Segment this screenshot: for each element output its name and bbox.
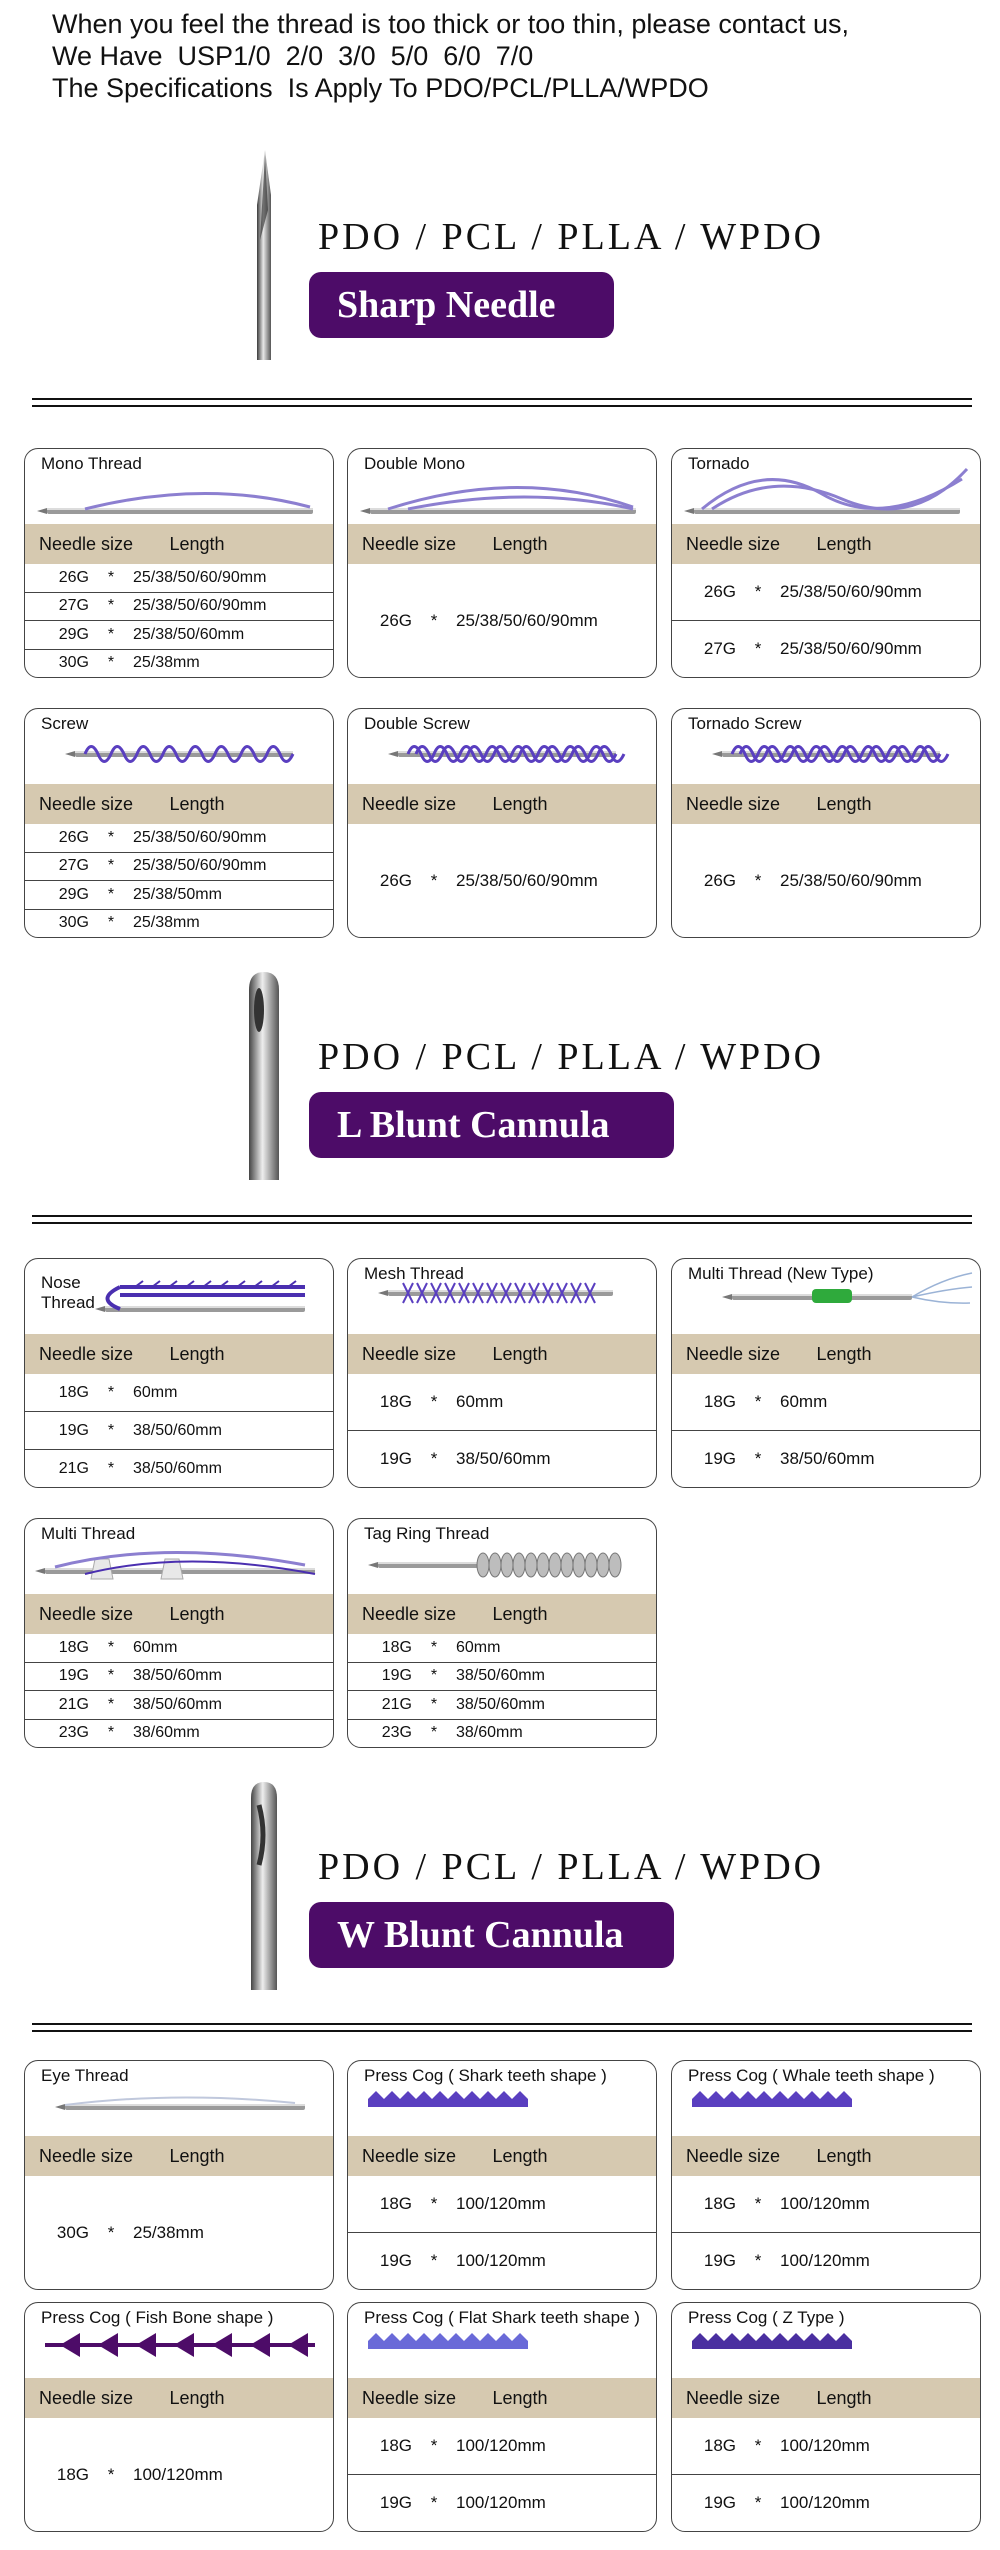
needle-size-header: Needle size bbox=[686, 794, 781, 814]
spec-table-header bbox=[348, 1334, 656, 1374]
needle-gauge: 19G bbox=[58, 1421, 89, 1439]
spec-row bbox=[348, 564, 656, 677]
spec-table-header bbox=[348, 2136, 656, 2176]
needle-gauge: 19G bbox=[58, 1667, 89, 1685]
times-symbol: * bbox=[107, 1421, 115, 1439]
length-header: Length bbox=[816, 534, 872, 554]
section-divider bbox=[32, 1215, 972, 1224]
length-value: 60mm bbox=[456, 1638, 501, 1656]
card-title: Multi Thread (New Type) bbox=[688, 1264, 874, 1283]
needle-gauge: 19G bbox=[379, 1449, 412, 1468]
needle-gauge: 26G bbox=[379, 870, 412, 890]
length-header: Length bbox=[169, 2388, 225, 2408]
spec-row bbox=[25, 852, 333, 881]
spec-row bbox=[25, 1690, 333, 1719]
needle-size-header: Needle size bbox=[39, 794, 134, 814]
spec-table bbox=[25, 2176, 333, 2289]
spec-row bbox=[25, 564, 333, 592]
spec-row bbox=[672, 2474, 980, 2531]
product-card bbox=[671, 2302, 981, 2532]
spec-row bbox=[348, 2176, 656, 2232]
needle-size-header: Needle size bbox=[686, 534, 781, 554]
times-symbol: * bbox=[107, 654, 115, 672]
needle-gauge: 29G bbox=[58, 885, 89, 903]
length-value: 60mm bbox=[133, 1383, 178, 1401]
length-value: 38/50/60mm bbox=[133, 1421, 222, 1439]
length-value: 100/120mm bbox=[780, 2194, 870, 2213]
spec-table-header bbox=[25, 1334, 333, 1374]
product-card bbox=[24, 1518, 334, 1748]
length-header: Length bbox=[816, 794, 872, 814]
needle-gauge: 30G bbox=[56, 2222, 89, 2242]
card-title: Press Cog ( Flat Shark teeth shape ) bbox=[364, 2308, 640, 2327]
product-card bbox=[24, 708, 334, 938]
times-symbol: * bbox=[754, 870, 762, 890]
card-title: Tag Ring Thread bbox=[364, 1524, 490, 1543]
needle-gauge: 18G bbox=[381, 1638, 412, 1656]
length-header: Length bbox=[816, 1344, 872, 1364]
needle-gauge: 30G bbox=[58, 914, 89, 932]
section-divider bbox=[32, 398, 972, 407]
spec-table bbox=[25, 1634, 333, 1747]
spec-table-header bbox=[348, 784, 656, 824]
length-value: 25/38/50mm bbox=[133, 885, 222, 903]
length-header: Length bbox=[492, 2146, 548, 2166]
times-symbol: * bbox=[107, 568, 115, 586]
needle-gauge: 29G bbox=[58, 625, 89, 643]
needle-gauge: 18G bbox=[58, 1383, 89, 1401]
spec-table-header bbox=[672, 784, 980, 824]
length-header: Length bbox=[492, 534, 548, 554]
spec-table bbox=[348, 564, 656, 677]
length-header: Length bbox=[492, 2388, 548, 2408]
spec-row bbox=[348, 1662, 656, 1691]
length-value: 38/50/60mm bbox=[456, 1449, 551, 1468]
length-header: Length bbox=[492, 1604, 548, 1624]
spec-row bbox=[348, 824, 656, 937]
times-symbol: * bbox=[430, 1449, 438, 1468]
card-title: Eye Thread bbox=[41, 2066, 129, 2085]
section-banner bbox=[0, 1780, 1000, 2000]
needle-gauge: 19G bbox=[381, 1667, 412, 1685]
spec-row bbox=[672, 2418, 980, 2474]
length-value: 38/60mm bbox=[133, 1724, 200, 1742]
needle-gauge: 19G bbox=[703, 2493, 736, 2512]
times-symbol: * bbox=[430, 1695, 438, 1713]
spec-row bbox=[25, 620, 333, 649]
intro-line-2: We Have USP1/0 2/0 3/0 5/0 6/0 7/0 bbox=[52, 41, 534, 71]
needle-gauge: 26G bbox=[703, 870, 736, 890]
section-banner bbox=[0, 970, 1000, 1190]
length-value: 38/50/60mm bbox=[133, 1695, 222, 1713]
needle-size-header: Needle size bbox=[362, 794, 457, 814]
times-symbol: * bbox=[107, 857, 115, 875]
spec-row bbox=[25, 2418, 333, 2531]
spec-row bbox=[25, 649, 333, 678]
spec-table-header bbox=[348, 2378, 656, 2418]
spec-table bbox=[348, 1374, 656, 1487]
length-header: Length bbox=[169, 794, 225, 814]
length-value: 100/120mm bbox=[133, 2464, 223, 2484]
product-card bbox=[347, 2302, 657, 2532]
product-card bbox=[671, 1258, 981, 1488]
length-value: 100/120mm bbox=[456, 2194, 546, 2213]
times-symbol: * bbox=[107, 625, 115, 643]
product-card bbox=[347, 448, 657, 678]
needle-gauge: 26G bbox=[58, 828, 89, 846]
times-symbol: * bbox=[754, 639, 762, 658]
needle-size-header: Needle size bbox=[362, 2388, 457, 2408]
spec-table-header bbox=[25, 2378, 333, 2418]
times-symbol: * bbox=[430, 610, 438, 630]
needle-size-header: Needle size bbox=[39, 534, 134, 554]
needle-size-header: Needle size bbox=[362, 1344, 457, 1364]
spec-row bbox=[672, 824, 980, 937]
length-value: 25/38/50/60/90mm bbox=[456, 610, 598, 630]
times-symbol: * bbox=[430, 870, 438, 890]
spec-row bbox=[25, 880, 333, 909]
spec-row bbox=[25, 1449, 333, 1487]
needle-gauge: 23G bbox=[381, 1724, 412, 1742]
times-symbol: * bbox=[430, 2493, 438, 2512]
length-header: Length bbox=[169, 1344, 225, 1364]
length-value: 25/38/50/60/90mm bbox=[780, 582, 922, 601]
times-symbol: * bbox=[430, 1724, 438, 1742]
spec-table-header bbox=[25, 524, 333, 564]
needle-gauge: 18G bbox=[56, 2464, 89, 2484]
length-value: 25/38/50/60/90mm bbox=[133, 568, 267, 586]
needle-gauge: 26G bbox=[58, 568, 89, 586]
times-symbol: * bbox=[107, 885, 115, 903]
length-value: 25/38/50/60/90mm bbox=[780, 870, 922, 890]
length-value: 25/38/50/60/90mm bbox=[780, 639, 922, 658]
length-value: 100/120mm bbox=[780, 2493, 870, 2512]
needle-gauge: 21G bbox=[381, 1695, 412, 1713]
section-title: Sharp Needle bbox=[309, 272, 614, 338]
spec-row bbox=[25, 592, 333, 621]
materials-label: PDO / PCL / PLLA / WPDO bbox=[318, 216, 825, 258]
length-header: Length bbox=[492, 794, 548, 814]
times-symbol: * bbox=[107, 914, 115, 932]
length-value: 100/120mm bbox=[456, 2251, 546, 2270]
needle-gauge: 27G bbox=[703, 639, 736, 658]
spec-table-header bbox=[348, 1594, 656, 1634]
needle-size-header: Needle size bbox=[39, 2146, 134, 2166]
product-card bbox=[347, 1518, 657, 1748]
times-symbol: * bbox=[754, 1449, 762, 1468]
spec-table-header bbox=[25, 2136, 333, 2176]
card-title: Mono Thread bbox=[41, 454, 142, 473]
needle-gauge: 18G bbox=[703, 1392, 736, 1411]
spec-table bbox=[672, 824, 980, 937]
needle-gauge: 18G bbox=[379, 2436, 412, 2455]
times-symbol: * bbox=[430, 2436, 438, 2455]
length-value: 100/120mm bbox=[780, 2436, 870, 2455]
length-value: 25/38mm bbox=[133, 2222, 204, 2242]
length-value: 100/120mm bbox=[780, 2251, 870, 2270]
length-value: 25/38/50/60/90mm bbox=[133, 857, 267, 875]
spec-row bbox=[672, 1374, 980, 1430]
length-header: Length bbox=[816, 2388, 872, 2408]
spec-table bbox=[348, 1634, 656, 1747]
card-title: Press Cog ( Shark teeth shape ) bbox=[364, 2066, 607, 2085]
spec-table-header bbox=[25, 784, 333, 824]
needle-gauge: 26G bbox=[703, 582, 736, 601]
needle-gauge: 19G bbox=[379, 2251, 412, 2270]
sharp-needle-icon bbox=[235, 150, 295, 360]
length-value: 38/60mm bbox=[456, 1724, 523, 1742]
needle-gauge: 21G bbox=[58, 1695, 89, 1713]
length-value: 60mm bbox=[456, 1392, 504, 1411]
length-value: 25/38mm bbox=[133, 914, 200, 932]
spec-row bbox=[348, 1719, 656, 1748]
product-card bbox=[347, 1258, 657, 1488]
times-symbol: * bbox=[754, 2194, 762, 2213]
product-card bbox=[24, 2060, 334, 2290]
spec-row bbox=[25, 2176, 333, 2289]
needle-gauge: 27G bbox=[58, 597, 89, 615]
spec-table bbox=[348, 2418, 656, 2531]
needle-gauge: 21G bbox=[58, 1459, 89, 1477]
spec-table-header bbox=[672, 2136, 980, 2176]
needle-gauge: 23G bbox=[58, 1724, 89, 1742]
needle-gauge: 19G bbox=[703, 2251, 736, 2270]
spec-table-header bbox=[25, 1594, 333, 1634]
times-symbol: * bbox=[107, 1667, 115, 1685]
length-value: 38/50/60mm bbox=[456, 1695, 545, 1713]
card-title: Double Screw bbox=[364, 714, 470, 733]
length-value: 38/50/60mm bbox=[133, 1667, 222, 1685]
length-header: Length bbox=[169, 2146, 225, 2166]
needle-gauge: 18G bbox=[703, 2194, 736, 2213]
needle-gauge: 26G bbox=[379, 610, 412, 630]
spec-row bbox=[672, 2232, 980, 2289]
length-value: 38/50/60mm bbox=[780, 1449, 875, 1468]
card-title: Mesh Thread bbox=[364, 1264, 464, 1283]
card-title: Press Cog ( Whale teeth shape ) bbox=[688, 2066, 935, 2085]
needle-size-header: Needle size bbox=[686, 2146, 781, 2166]
spec-table bbox=[348, 824, 656, 937]
spec-table bbox=[25, 824, 333, 937]
section-divider bbox=[32, 2023, 972, 2032]
spec-table-header bbox=[672, 524, 980, 564]
spec-row bbox=[348, 2474, 656, 2531]
spec-row bbox=[348, 1690, 656, 1719]
spec-row bbox=[348, 1374, 656, 1430]
spec-row bbox=[25, 824, 333, 852]
times-symbol: * bbox=[754, 2436, 762, 2455]
spec-row bbox=[348, 2418, 656, 2474]
card-title: Screw bbox=[41, 714, 89, 733]
length-header: Length bbox=[492, 1344, 548, 1364]
needle-size-header: Needle size bbox=[686, 1344, 781, 1364]
card-title: Press Cog ( Z Type ) bbox=[688, 2308, 845, 2327]
times-symbol: * bbox=[107, 828, 115, 846]
l-blunt-cannula-icon bbox=[235, 970, 295, 1180]
product-card bbox=[671, 708, 981, 938]
intro-line-3: The Specifications Is Apply To PDO/PCL/PLLA/WPDO bbox=[52, 73, 709, 103]
length-value: 60mm bbox=[133, 1638, 178, 1656]
card-title: Nose Thread bbox=[41, 1273, 95, 1312]
times-symbol: * bbox=[754, 582, 762, 601]
needle-gauge: 18G bbox=[58, 1638, 89, 1656]
spec-row bbox=[25, 1662, 333, 1691]
length-value: 100/120mm bbox=[456, 2493, 546, 2512]
times-symbol: * bbox=[107, 2222, 115, 2242]
spec-row bbox=[25, 1374, 333, 1411]
times-symbol: * bbox=[430, 1667, 438, 1685]
materials-label: PDO / PCL / PLLA / WPDO bbox=[318, 1036, 825, 1078]
length-value: 25/38/50/60mm bbox=[133, 625, 245, 643]
product-card bbox=[24, 1258, 334, 1488]
times-symbol: * bbox=[430, 1392, 438, 1411]
spec-table bbox=[672, 564, 980, 677]
needle-gauge: 27G bbox=[58, 857, 89, 875]
length-value: 25/38/50/60/90mm bbox=[133, 597, 267, 615]
spec-row bbox=[348, 2232, 656, 2289]
times-symbol: * bbox=[107, 1383, 115, 1401]
length-value: 60mm bbox=[780, 1392, 828, 1411]
length-header: Length bbox=[169, 1604, 225, 1624]
spec-row bbox=[25, 1634, 333, 1662]
intro-line-1: When you feel the thread is too thick or too thin, please contact us, bbox=[52, 9, 849, 39]
times-symbol: * bbox=[754, 1392, 762, 1411]
times-symbol: * bbox=[107, 1459, 115, 1477]
needle-size-header: Needle size bbox=[686, 2388, 781, 2408]
section-title: W Blunt Cannula bbox=[309, 1902, 674, 1968]
product-card bbox=[671, 448, 981, 678]
length-value: 25/38mm bbox=[133, 654, 200, 672]
length-value: 25/38/50/60/90mm bbox=[133, 828, 267, 846]
times-symbol: * bbox=[107, 2464, 115, 2484]
needle-gauge: 19G bbox=[703, 1449, 736, 1468]
needle-size-header: Needle size bbox=[362, 534, 457, 554]
times-symbol: * bbox=[430, 1638, 438, 1656]
spec-row bbox=[672, 564, 980, 620]
times-symbol: * bbox=[107, 597, 115, 615]
spec-row bbox=[348, 1634, 656, 1662]
spec-row bbox=[672, 2176, 980, 2232]
spec-table-header bbox=[672, 2378, 980, 2418]
spec-table bbox=[25, 1374, 333, 1487]
product-card bbox=[24, 2302, 334, 2532]
spec-row bbox=[25, 1411, 333, 1449]
needle-size-header: Needle size bbox=[362, 1604, 457, 1624]
length-value: 100/120mm bbox=[456, 2436, 546, 2455]
spec-table bbox=[348, 2176, 656, 2289]
needle-size-header: Needle size bbox=[39, 1604, 134, 1624]
spec-table-header bbox=[672, 1334, 980, 1374]
times-symbol: * bbox=[754, 2493, 762, 2512]
spec-row bbox=[672, 1430, 980, 1487]
times-symbol: * bbox=[754, 2251, 762, 2270]
times-symbol: * bbox=[107, 1724, 115, 1742]
needle-size-header: Needle size bbox=[39, 2388, 134, 2408]
card-title: Press Cog ( Fish Bone shape ) bbox=[41, 2308, 274, 2327]
needle-size-header: Needle size bbox=[362, 2146, 457, 2166]
times-symbol: * bbox=[430, 2251, 438, 2270]
spec-table bbox=[672, 2418, 980, 2531]
product-card bbox=[347, 2060, 657, 2290]
needle-gauge: 19G bbox=[379, 2493, 412, 2512]
spec-table bbox=[672, 2176, 980, 2289]
materials-label: PDO / PCL / PLLA / WPDO bbox=[318, 1846, 825, 1888]
spec-table bbox=[25, 564, 333, 677]
needle-gauge: 18G bbox=[703, 2436, 736, 2455]
needle-size-header: Needle size bbox=[39, 1344, 134, 1364]
card-title: Multi Thread bbox=[41, 1524, 136, 1543]
spec-row bbox=[25, 909, 333, 938]
spec-row bbox=[672, 620, 980, 677]
spec-table bbox=[25, 2418, 333, 2531]
length-header: Length bbox=[816, 2146, 872, 2166]
w-blunt-cannula-icon bbox=[235, 1780, 295, 1990]
times-symbol: * bbox=[107, 1638, 115, 1656]
needle-gauge: 18G bbox=[379, 2194, 412, 2213]
spec-row bbox=[348, 1430, 656, 1487]
section-title: L Blunt Cannula bbox=[309, 1092, 674, 1158]
card-title: Tornado Screw bbox=[688, 714, 802, 733]
needle-gauge: 30G bbox=[58, 654, 89, 672]
times-symbol: * bbox=[107, 1695, 115, 1713]
product-card bbox=[347, 708, 657, 938]
needle-gauge: 18G bbox=[379, 1392, 412, 1411]
card-title: Double Mono bbox=[364, 454, 466, 473]
spec-table bbox=[672, 1374, 980, 1487]
spec-table-header bbox=[348, 524, 656, 564]
intro-text bbox=[52, 8, 849, 104]
product-card bbox=[671, 2060, 981, 2290]
length-header: Length bbox=[169, 534, 225, 554]
length-value: 25/38/50/60/90mm bbox=[456, 870, 598, 890]
length-value: 38/50/60mm bbox=[456, 1667, 545, 1685]
times-symbol: * bbox=[430, 2194, 438, 2213]
product-card bbox=[24, 448, 334, 678]
section-banner bbox=[0, 150, 1000, 370]
length-value: 38/50/60mm bbox=[133, 1459, 222, 1477]
spec-row bbox=[25, 1719, 333, 1748]
card-title: Tornado bbox=[688, 454, 750, 473]
